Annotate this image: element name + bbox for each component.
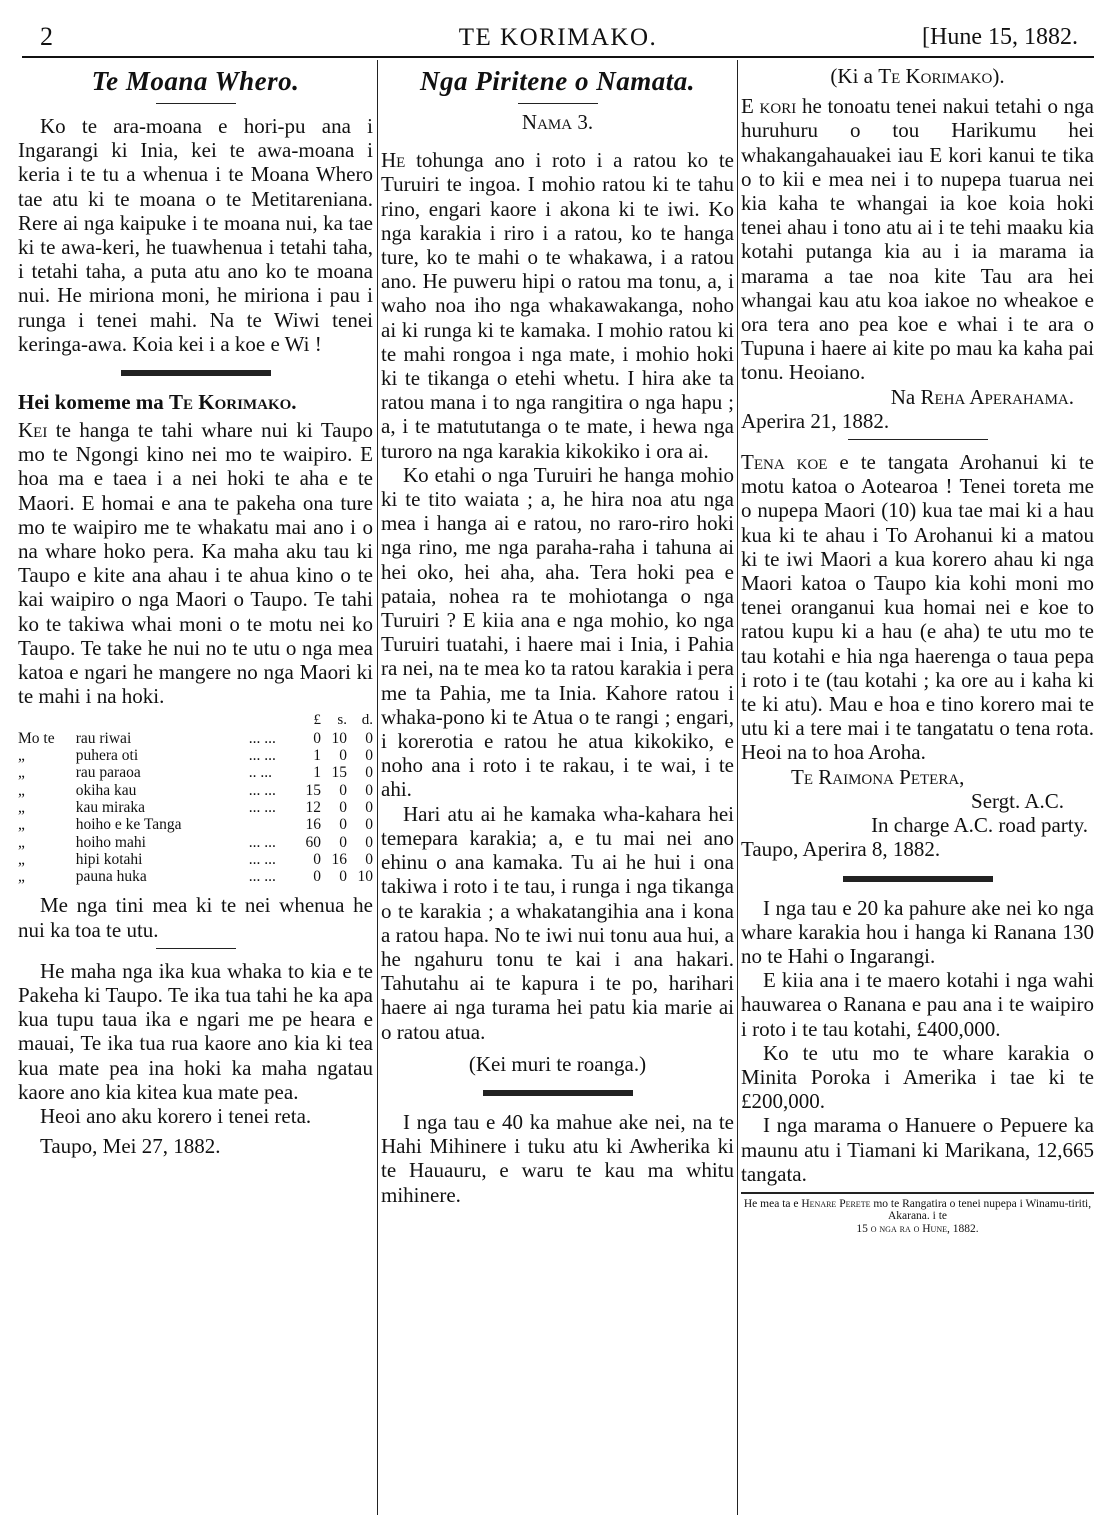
- article-title: Te Moana Whero.: [91, 66, 300, 96]
- newspaper-title: TE KORIMAKO.: [458, 24, 658, 51]
- letter-addressee: (Ki a Te Korimako).: [830, 64, 1005, 88]
- news-note: I nga marama o Hanuere o Pepuere ka maunu atu i Tiamani ki Marikana, 12,665 tangata.: [741, 1113, 1094, 1186]
- col-shillings: s.: [337, 712, 347, 729]
- body-text: he tonoatu tenei nakui tetahi o nga huruhuru o tou Harikumu hei whakangahauakei iau E kori kanui te tika o to kii e mea nei i to nupepa tuarua nei kia kaha te whangai ia koe koia hoki tenei ahau i tono atu ai i te tehi maaku kia kotahi putanga kia au i ia marama ia marama a tae noa kite Tau ara hei whangai kau atu koa iakoe no wheakoe e ora tera ano pea koe e whai i te ara o Tupuna i haere ai kite po mau ka kaha pai tonu. Heoiano.: [741, 94, 1094, 385]
- heading-paper-name: Te Korimako.: [169, 390, 297, 415]
- continued-note: (Kei muri te roanga.): [468, 1051, 647, 1076]
- col-pence: d.: [361, 712, 373, 729]
- letter-body: [741, 94, 1094, 384]
- table-row: „ puhera oti ... ... 1 0 0: [18, 747, 373, 765]
- masthead-rule: [22, 56, 1094, 58]
- news-note: E kiia ana i te maero kotahi i nga wahi hauwarea o Ranana e pau ana i te waipiro i roto i te tau kotahi, £400,000.: [741, 968, 1094, 1041]
- article-body: [381, 148, 734, 463]
- column-3: [741, 60, 1094, 1515]
- price-table: [18, 712, 373, 885]
- column-divider: [377, 60, 378, 1515]
- signer-rank: Sergt. A.C.: [971, 788, 1064, 813]
- table-row: „ hipi kotahi ... ... 0 16 0: [18, 850, 373, 868]
- body-text: tohunga ano i roto i a ratou ko te Turuiri te ingoa. I mohio ratou ki te tahu rino, engari kaore i akona ki te iwi. Ko nga karakia i riro i a ratou, ko te hanga ture, ko te mahi o te whakawa, i a ratou ano. He puweru hipi o ratou ma tonu, a, i waho noa iho nga whakawakanga, noho ai ki runga ki te kamaka. I mohio ratou ki te mahi rongoa i nga mate, i mohio hoki ki te tikanga o etehi whetu. I hira ake ta ratou mana i to nga rangitira o nga hapu ; a, i te matututanga o te mate, i hewa nga turoro na nga karakia kikokiko i ora ai.: [381, 148, 734, 463]
- table-row: „ okiha kau ... ... 15 0 0: [18, 781, 373, 799]
- lead-word: Tena koe: [741, 450, 828, 475]
- page-number: 2: [40, 22, 53, 51]
- article-title: Nga Piritene o Namata.: [420, 66, 695, 96]
- issue-date: [Hune 15, 1882.: [922, 24, 1078, 50]
- body-text: e te tangata Arohanui ki te motu katoa o Aotearoa ! Tenei toreta me o nupepa Maori (10) kua tae mai ki a hau kua ki te ahau i To Arohanui ki a matou ki te iwi Maori a kua korero ahau ki nga Maori katoa o Taupo kia kohi moni mo tenei oranganui kua homai nei e koe to ratou kupu ki a hau (e aha) te utu mo te tau kotahi e hia nga haerenga o taua pepa i roto i te (tau kotahi ; ka ore au i kaha ki te ki atu). Mau e hoa e tino korero mai te utu ki a tere mai i te tangatatu o tena rota. Heoi na to hoa Aroha.: [741, 450, 1094, 765]
- article-body: [18, 418, 373, 708]
- letter-date: Aperira 21, 1882.: [741, 408, 890, 433]
- article-body: Ko etahi o nga Turuiri he hanga mohio ki te tito waiata ; a, he hira noa atu nga mea i hanga ai e ratou, no raro-riro hoki nga rino, me nga paraha-raha i tahuna ai hei oko, hei aha, aha. Tera hoki pea e pataia, nohea ra te mohiotanga o nga Turuiri ? E kiia ana e nga mohio, ko nga Turuiri tuatahi, i haere mai i Inia, i Pahia ra nei, na te mea ko ta ratou karakia i pera me ta Pahia, me ta Inia. Kahore ratou i whaka-pono ki te Atua o te rangi ; engari, i korerotia e ratou he atua kikokiko, e noho ana i roto i te rakau, i te wai, i te ahi.: [381, 462, 734, 802]
- divider: [156, 948, 236, 949]
- divider: [156, 103, 236, 104]
- lead-word: He: [381, 148, 406, 173]
- letter-signature: Te Raimona Petera,: [791, 764, 965, 789]
- col-pounds: £: [313, 712, 321, 729]
- article-body: He maha nga ika kua whaka to kia e te Pakeha ki Taupo. Te ika tua tahi he ka apa kua tupu taua ika e ngari me pe heara e mauai, Te ika tua rua kaore ano kia ki tea kua mate pea ina hoki ka maha ngatau kaore ano kia kitea kua mate pea.: [18, 958, 373, 1104]
- table-row: „ pauna huka ... ... 0 0 10: [18, 868, 373, 886]
- table-row: „ hoiho mahi ... ... 60 0 0: [18, 833, 373, 851]
- news-note: Ko te utu mo te whare karakia o Minita Poroka i Amerika i tae ki te £200,000.: [741, 1040, 1094, 1114]
- signoff: Taupo, Mei 27, 1882.: [40, 1134, 221, 1159]
- lead-word: Kei: [18, 418, 48, 443]
- article-body: Hari atu ai he kamaka wha-kahara hei temepara karakia; a, e tu mai nei ano ehinu o ana kamaka. Tu ai he hui i ona takiwa i roto i te tau, i runga i nga tikanga o te karakia ; a whakatangihia ana i kona a ratou hapa. No te iwi nui tonu aua hui, a he ngahuru tonu te kai i ana hakari. Tahutahu ai te kapura i te po, harihari haere ai nga turama hei patu kia marie ai o ratou atua.: [381, 801, 734, 1044]
- article-heading: [18, 390, 373, 414]
- column-2: [381, 60, 734, 1515]
- news-note: I nga tau e 20 ka pahure ake nei ko nga whare karakia hou i hanga ki Ranana 130 no te Hahi o Ingarangi.: [741, 895, 1094, 968]
- letter-place-date: Taupo, Aperira 8, 1882.: [741, 837, 941, 862]
- article-body: I nga tau e 40 ka mahue ake nei, na te Hahi Mihinere i tuku atu ki Awherika ki te Hauauru, e waru te kau ma whitu mihinere.: [381, 1109, 734, 1207]
- masthead: [22, 18, 1094, 54]
- double-rule: [483, 1090, 633, 1096]
- body-text: te hanga te tahi whare nui ki Taupo mo te Ngongi kino nei mo te waipiro. E hoa ma e taea i a nei hoki te aha e te Maori. E homai e ana te pakeha ona ture mo te waipiro me te whakatu mai ano i o na whare hoko pera. Ka maha aku tau ki Taupo e kite ana ahau i te ahua kino o te kai waipiro o nga Maori o Taupo. Te tahi ko te takiwa whai moni o te motu nei ko Taupo. Te take he nui no te utu o nga mea katoa e ngari he mangere no nga Maori ki te mahi i na hoki.: [18, 418, 373, 709]
- heading-text: Hei komeme ma: [18, 390, 164, 415]
- printer-imprint: He mea ta e Henare Perete mo te Rangatira o tenei nupepa i Winamu-tiriti, Akarana. i te 15 o nga ra o Hune, 1882.: [741, 1192, 1094, 1236]
- double-rule: [843, 876, 993, 882]
- letter-signature: Na Reha Aperahama.: [890, 384, 1074, 409]
- table-header: [18, 712, 373, 729]
- column-1: [18, 60, 373, 1515]
- table-row: „ kau miraka ... ... 12 0 0: [18, 798, 373, 816]
- article-subtitle: Nama 3.: [521, 110, 594, 134]
- lead-word: E kori: [741, 94, 797, 119]
- table-row: „ rau paraoa .. ... 1 15 0: [18, 764, 373, 782]
- divider: [518, 103, 598, 104]
- article-body: Heoi ano aku korero i tenei reta.: [40, 1104, 312, 1129]
- column-divider: [737, 60, 738, 1515]
- letter-body: [741, 450, 1094, 765]
- signer-role: In charge A.C. road party.: [871, 813, 1088, 838]
- article-body: Me nga tini mea ki te nei whenua he nui ka toa te utu.: [18, 893, 373, 942]
- article-body: Ko te ara-moana e hori-pu ana i Ingarangi ki Inia, kei te awa-moana i keria i te tu a whenua i te Moana Whero tae atu ki te moana o te Metitareniana. Rere ai nga kaipuke i te moana nui, ka tae ki te awa-keri, he tuawhenua i tetahi taha, i tetahi taha, a puta atu ano ko te moana nui. He miriona moni, he miriona i pau i runga i tenei mahi. Na te Wiwi tenei keringa-awa. Koia kei i a koe e Wi !: [18, 114, 373, 356]
- double-rule: [121, 370, 271, 376]
- divider: [848, 439, 988, 440]
- table-row: Mo te rau riwai ... ... 0 10 0: [18, 729, 373, 747]
- table-row: „ hoiho e ke Tanga 16 0 0: [18, 816, 373, 834]
